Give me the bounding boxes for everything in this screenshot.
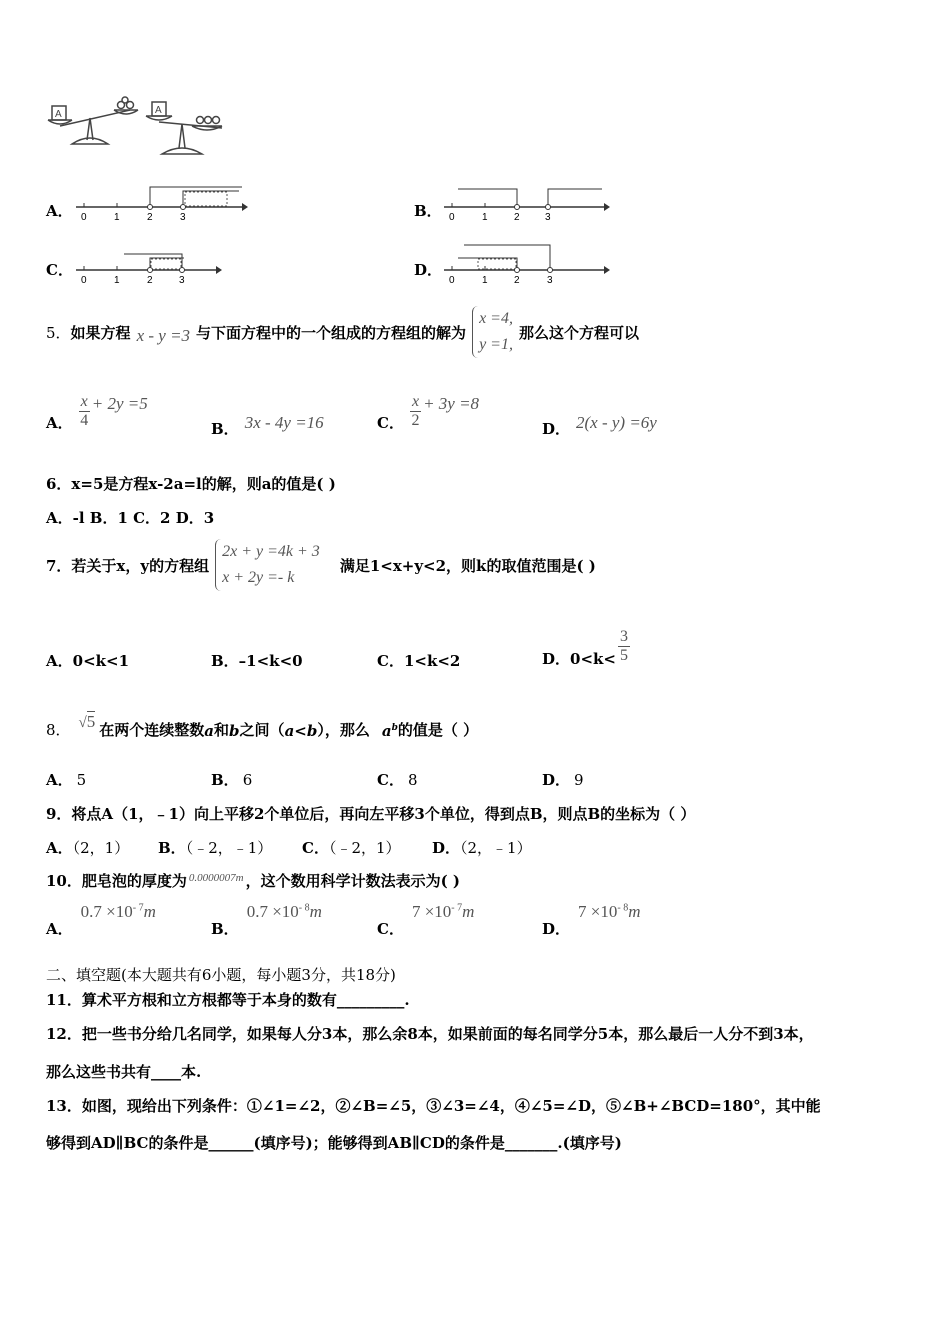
q5-text1: 如果方程 — [70, 323, 131, 342]
q7-option-b[interactable]: B．–1<k<0 — [211, 652, 303, 670]
q4-option-c-label[interactable]: C． — [46, 261, 73, 279]
q8-power: $a^b$ — [381, 722, 398, 740]
tick-3: 3 — [545, 212, 551, 222]
q8-text1: 在两个连续整数 — [99, 721, 205, 739]
tick-0: 0 — [449, 275, 455, 285]
q5-text3: 那么这个方程可以 — [518, 323, 639, 342]
balance-scale-left — [48, 97, 138, 144]
tick-0: 0 — [449, 212, 455, 222]
q7-text2: 满足1<x+y<2，则k的取值范围是( ) — [339, 556, 596, 575]
q5-option-d[interactable]: D． 2(x - y) =6y — [542, 412, 657, 438]
q4-option-b-label[interactable]: B． — [414, 202, 442, 220]
q7-option-c[interactable]: C．1<k<2 — [377, 652, 461, 670]
q8-option-c[interactable]: C． 8 — [377, 771, 418, 789]
q6-options[interactable]: A．-l B．1 C．2 D．3 — [46, 509, 215, 527]
q6-question: 6．x=5是方程x-2a=l的解，则a的值是( ) — [46, 475, 336, 493]
q7-eq2: x + 2y =- k — [222, 569, 295, 586]
balance-scale-right — [146, 102, 222, 154]
tick-2: 2 — [514, 275, 520, 285]
q5-option-a[interactable]: A． $\frac{x}{4}$ + 2y =5 — [46, 392, 148, 432]
q10-option-d[interactable]: D． $7 \times 10^{- 8}m$ — [542, 902, 641, 938]
tick-1: 1 — [482, 275, 488, 285]
tick-2: 2 — [514, 212, 520, 222]
q9-option-a[interactable]: A．（2，1） — [46, 839, 130, 857]
q8-number: 8． — [46, 721, 71, 739]
q10-question: 10．肥皂泡的厚度为 0.0000007m ，这个数用科学计数法表示为( ) — [46, 872, 460, 890]
q4-number-line-a — [74, 182, 249, 222]
tick-1: 1 — [482, 212, 488, 222]
q7-question — [46, 537, 596, 593]
tick-0: 0 — [81, 212, 87, 222]
q10-option-b[interactable]: B． $0.7 \times 10^{- 8}m$ — [211, 902, 322, 938]
q5-sol2: y =1, — [479, 336, 513, 353]
q5-sol1: x =4, — [479, 310, 513, 327]
q5-option-b[interactable]: B． 3x - 4y =16 — [211, 412, 324, 438]
q4-number-line-b — [442, 182, 617, 222]
q5-text2: 与下面方程中的一个组成的方程组的解为 — [196, 323, 467, 342]
q4-number-line-d — [442, 240, 617, 285]
section2-title: 二、填空题(本大题共有6小题，每小题3分，共18分) — [46, 966, 396, 984]
tick-2: 2 — [147, 275, 153, 285]
q11-question: 11．算术平方根和立方根都等于本身的数有_________. — [46, 991, 410, 1009]
q5-equation: x - y =3 — [136, 326, 191, 345]
q8-option-d[interactable]: D． 9 — [542, 771, 584, 789]
q4-option-a-label[interactable]: A． — [46, 202, 73, 220]
q9-option-d[interactable]: D．（2，﹣1） — [432, 839, 532, 857]
q8-option-a[interactable]: A． 5 — [46, 771, 87, 789]
balance-label-a: A — [55, 109, 62, 120]
q10-option-a[interactable]: A． $0.7 \times 10^{- 7}m$ — [46, 902, 156, 938]
tick-1: 1 — [114, 212, 120, 222]
q8-question: 8． √5 在两个连续整数 a 和 b 之间（ a<b ），那么 $a^b$ 的值是（ ） — [46, 712, 479, 740]
q13-question-line2: 够得到AD∥BC的条件是______(填序号)；能够得到AB∥CD的条件是_______.(填序号) — [46, 1134, 622, 1152]
q10-value: 0.0000007m — [188, 872, 244, 884]
q4-option-d-label[interactable]: D． — [414, 261, 443, 279]
q9-question: 9．将点A（1，﹣1）向上平移2个单位后，再向左平移3个单位，得到点B，则点B的坐标为（ ） — [46, 805, 696, 823]
q5-number: 5． — [46, 323, 71, 342]
q7-option-d[interactable]: D．0<k< $\frac{3}{5}$ — [542, 627, 628, 668]
q9-option-c[interactable]: C．（﹣2，1） — [302, 839, 401, 857]
q8-sqrt: √5 — [78, 712, 96, 731]
q8-option-b[interactable]: B． 6 — [211, 771, 253, 789]
tick-3: 3 — [547, 275, 553, 285]
tick-0: 0 — [81, 275, 87, 285]
q7-system-brace — [215, 539, 320, 591]
q13-question-line1: 13．如图，现给出下列条件：①∠1=∠2，②∠B=∠5，③∠3=∠4，④∠5=∠D，⑤∠B+∠BCD=180°，其中能 — [46, 1097, 821, 1115]
q12-question-line2: 那么这些书共有____本. — [46, 1063, 202, 1081]
q5-solution-brace — [472, 306, 513, 358]
q4-number-line-c — [74, 243, 234, 285]
q9-option-b[interactable]: B．（﹣2，﹣1） — [158, 839, 273, 857]
balance-scales-figure — [42, 96, 232, 158]
tick-3: 3 — [180, 212, 186, 222]
tick-3: 3 — [179, 275, 185, 285]
q7-text1: 7．若关于x，y的方程组 — [46, 556, 210, 575]
balance-label-a-2: A — [155, 105, 162, 116]
q5-option-c[interactable]: C． $\frac{x}{2}$ + 3y =8 — [377, 392, 480, 432]
tick-1: 1 — [114, 275, 120, 285]
q10-option-c[interactable]: C． $7 \times 10^{- 7}m$ — [377, 902, 475, 938]
q5-question — [46, 304, 639, 360]
q7-option-a[interactable]: A．0<k<1 — [46, 652, 130, 670]
q12-question-line1: 12．把一些书分给几名同学，如果每人分3本，那么余8本，如果前面的每名同学分5本，那么最后一人分不到3本， — [46, 1025, 814, 1043]
q7-eq1: 2x + y =4k + 3 — [222, 543, 320, 560]
tick-2: 2 — [147, 212, 153, 222]
